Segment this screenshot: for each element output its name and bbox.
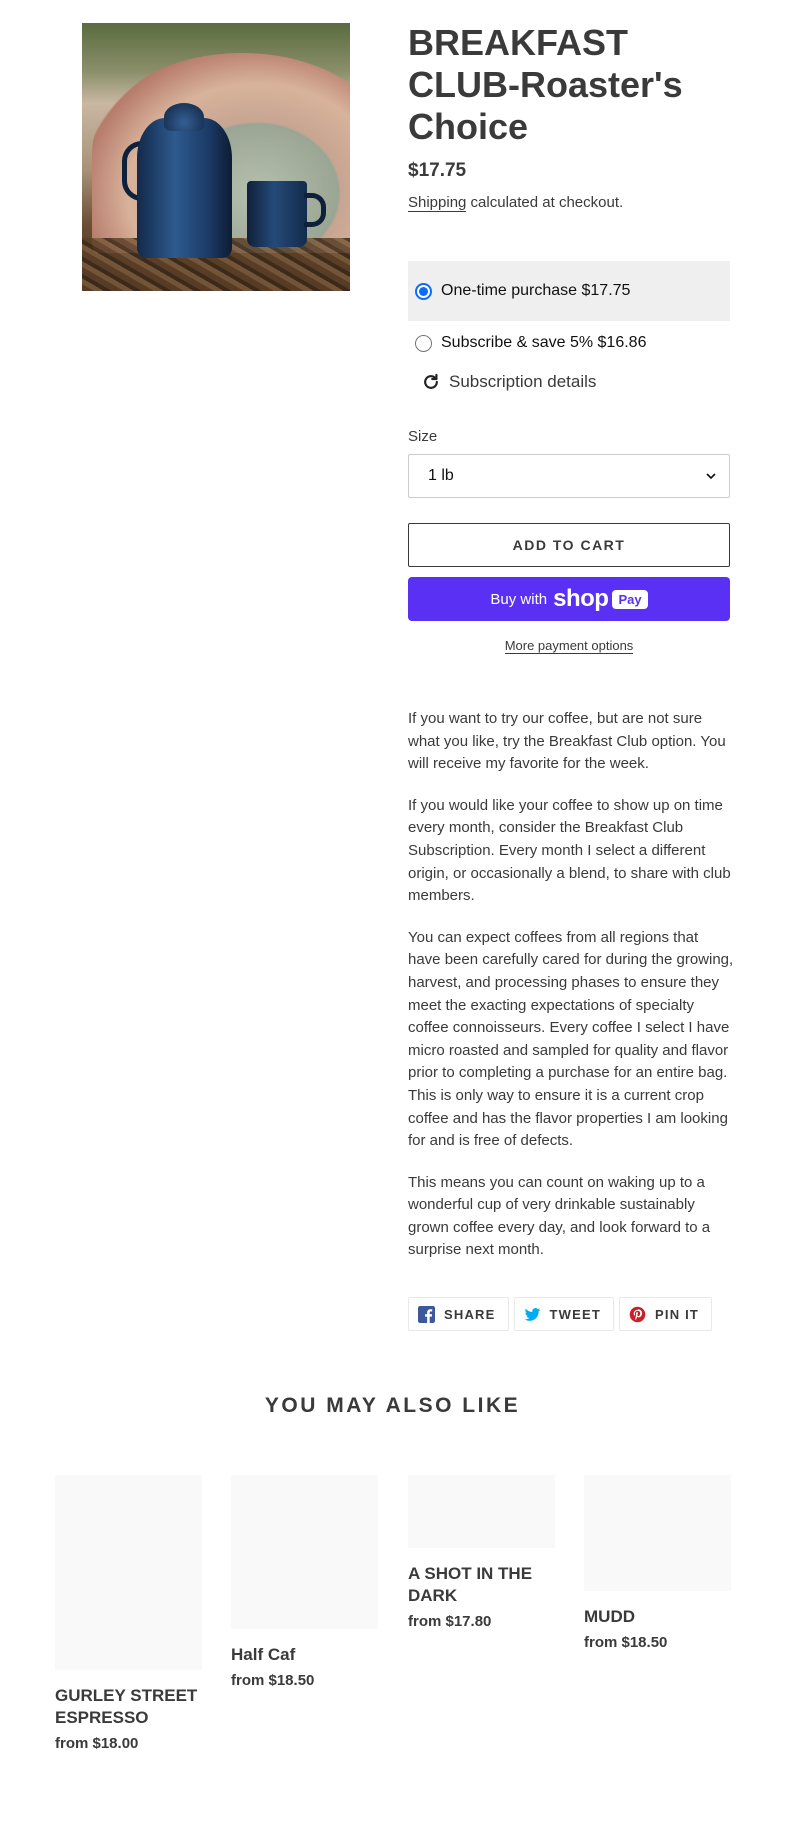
coffee-pot-lid-graphic [164, 103, 204, 131]
shipping-text: calculated at checkout. [466, 194, 624, 211]
one-time-label: One-time purchase $17.75 [441, 282, 631, 299]
pin-it-button[interactable] [619, 1297, 712, 1331]
chevron-down-icon [705, 470, 717, 482]
coffee-pot-graphic [137, 118, 232, 258]
share-label: SHARE [444, 1306, 496, 1322]
recommendations-heading: YOU MAY ALSO LIKE [264, 1394, 521, 1417]
mug-graphic [247, 181, 307, 247]
pinterest-icon [629, 1306, 646, 1323]
product-title: BREAKFAST CLUB-Roaster's Choice [408, 22, 683, 147]
product-card[interactable] [55, 1475, 202, 1752]
shipping-link[interactable]: Shipping [408, 194, 467, 211]
add-to-cart-button[interactable]: ADD TO CART [408, 523, 730, 567]
more-payment-options-link[interactable]: More payment options [504, 638, 634, 653]
size-select[interactable] [408, 454, 730, 498]
product-card-name[interactable]: GURLEY STREET ESPRESSO [55, 1686, 198, 1727]
product-card[interactable] [584, 1475, 731, 1651]
one-time-radio[interactable] [415, 283, 432, 300]
product-price: $17.75 [408, 160, 467, 181]
product-card-image[interactable] [231, 1475, 378, 1629]
product-card-name[interactable]: MUDD [584, 1607, 635, 1626]
description-paragraph: If you want to try our coffee, but are not sure what you like, try the Breakfast Club option. You will receive my favorite for the week. [408, 710, 726, 773]
mug-handle-graphic [304, 193, 326, 227]
subscribe-radio[interactable] [415, 335, 432, 352]
shop-logo: shop [553, 585, 609, 612]
twitter-icon [524, 1306, 541, 1323]
product-card-price: from $18.50 [584, 1634, 668, 1651]
facebook-icon [418, 1306, 435, 1323]
pin-it-label: PIN IT [655, 1306, 700, 1322]
product-description [408, 708, 734, 1281]
tweet-label: TWEET [549, 1306, 602, 1322]
shipping-note [408, 194, 623, 211]
one-time-purchase-option[interactable] [408, 261, 730, 321]
product-image[interactable] [82, 23, 350, 291]
product-card-image[interactable] [408, 1475, 555, 1548]
description-paragraph: You can expect coffees from all regions that have been carefully cared for during the growing, harvest, and processing phases to ensure they meet the exacting expectations of specialty coffee connoisseurs. Every coffee I select I have micro roasted and sampled for quality and flavor prior to completing a purchase for an entire bag. This is only way to ensure it is a current crop coffee and has the flavor properties I am looking for and is free of defects. [408, 928, 734, 1150]
description-paragraph: This means you can count on waking up to a wonderful cup of very drinkable sustainably grown coffee every day, and look forward to a surprise next month. [408, 1173, 711, 1259]
subscription-details-link[interactable] [421, 372, 596, 392]
share-facebook-button[interactable] [408, 1297, 509, 1331]
buy-with-label: Buy with [490, 590, 548, 608]
pay-badge: Pay [612, 590, 647, 609]
product-card-price: from $18.00 [55, 1735, 139, 1752]
product-card-price: from $17.80 [408, 1613, 492, 1630]
tweet-button[interactable] [514, 1297, 615, 1331]
product-card-name[interactable]: A SHOT IN THE DARK [408, 1564, 533, 1605]
product-card-name[interactable]: Half Caf [231, 1645, 296, 1664]
subscribe-label: Subscribe & save 5% $16.86 [441, 334, 647, 351]
size-label: Size [408, 428, 438, 445]
social-share-bar [408, 1297, 717, 1331]
product-card-image[interactable] [584, 1475, 731, 1591]
more-payment-options [408, 638, 730, 653]
size-selected-value: 1 lb [428, 467, 454, 484]
refresh-icon [421, 372, 441, 392]
product-card[interactable] [231, 1475, 378, 1689]
shop-pay-button[interactable] [408, 577, 730, 621]
subscribe-option[interactable] [408, 325, 730, 361]
product-card[interactable] [408, 1475, 555, 1630]
product-card-image[interactable] [55, 1475, 202, 1670]
subscription-details-label: Subscription details [449, 372, 597, 391]
product-card-price: from $18.50 [231, 1672, 315, 1689]
description-paragraph: If you would like your coffee to show up on time every month, consider the Breakfast Club Subscription. Every month I select a different origin, or occasionally a blend, to share with club members. [408, 796, 731, 905]
